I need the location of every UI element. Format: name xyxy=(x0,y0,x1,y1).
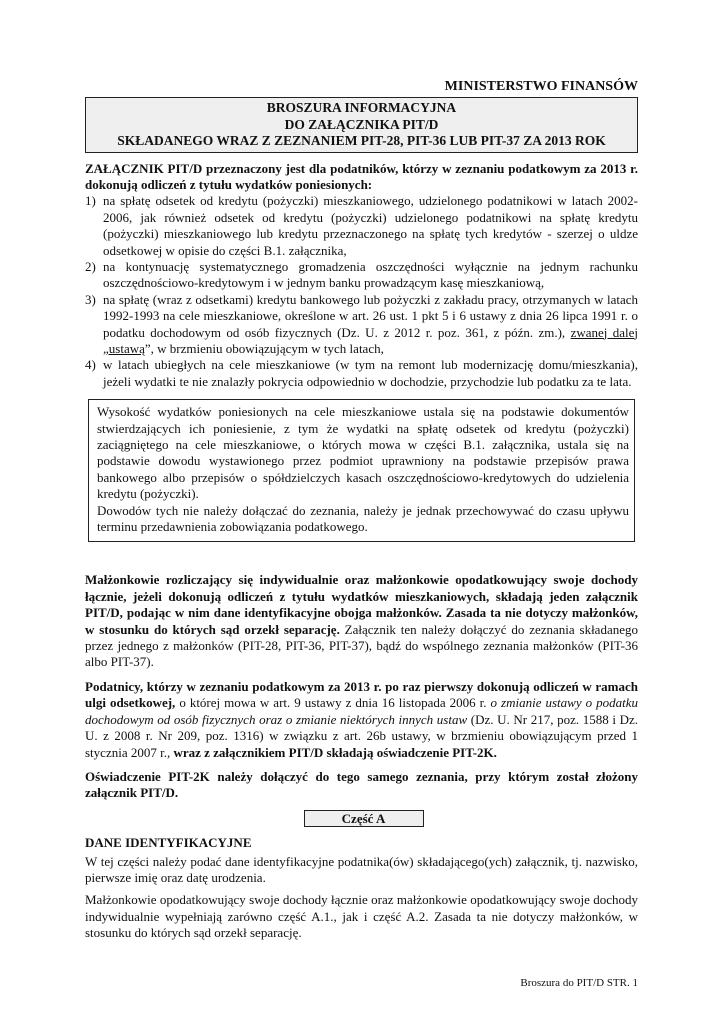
list-item-text: na kontynuację systematycznego gromadzenia oszczędności wyłącznie na jednym rachunku oszczędnościowo-kredytowym i w jednym banku prowadzącym kasę mieszkaniową, xyxy=(103,258,638,291)
declaration-paragraph: Oświadczenie PIT-2K należy dołączyć do tego samego zeznania, przy którym został złożony załącznik PIT/D. xyxy=(85,768,638,801)
section-paragraph-1: W tej części należy podać dane identyfikacyjne podatnika(ów) składającego(ych) załącznik, tj. nazwisko, pierwsze imię oraz datę urodzenia. xyxy=(85,853,638,885)
title-line-2: DO ZAŁĄCZNIKA PIT/D xyxy=(284,116,439,132)
note-paragraph-2: Dowodów tych nie należy dołączać do zeznania, należy je jednak przechowywać do czasu upływu terminu przedawnienia zobowiązania podatkowego. xyxy=(97,502,629,535)
ministry-name: MINISTERSTWO FINANSÓW xyxy=(444,79,638,94)
first-time-text: o której mowa w art. 9 ustawy z dnia 16 listopada 2006 r. xyxy=(175,695,491,711)
list-item-number: 1) xyxy=(85,193,96,209)
act-title-italic: o zmianie ustawy o podatku dochodowym od osób fizycznych oraz o zmianie niektórych innych ustaw xyxy=(85,695,638,727)
note-paragraph-1: Wysokość wydatków poniesionych na cele mieszkaniowe ustala się na podstawie dokumentów stwierdzających ich poniesienie, z tym że wydatki na spłatę odsetek od kredytu (pożyczki) zaciągniętego na cele mieszkaniowe, o których mowa w części B.1. załącznika, ustala się na podstawie dowodu wystawionego przez podmiot uprawniony na podstawie przepisów prawa bankowego albo przepisów o spółdzielczych kasach oszczędnościowo-kredytowych do udzielenia kredytu (pożyczki). xyxy=(97,404,629,502)
first-time-text-2: (Dz. U. Nr 217, poz. 1588 i Dz. U. z 2008 r. Nr 209, poz. 1316) w związku z art. 26b ustawy, w brzmieniu obowiązującym przed 1 stycznia 2007 r., xyxy=(85,711,639,760)
spouses-bold-text: Małżonkowie rozliczający się indywidualnie oraz małżonkowie opodatkowujący swoje dochody łącznie, jeżeli dokonują odliczeń z tytułu wydatków mieszkaniowych, składają jeden załącznik PIT/D, podając w nim dane identyfikacyjne obojga małżonków. Zasada ta nie dotyczy małżonków, w stosunku do których sąd orzekł separację. xyxy=(85,572,638,637)
list-item-text-end: ”, w brzmieniu obowiązującym w tych latach, xyxy=(144,340,384,356)
document-page xyxy=(85,78,638,942)
list-item-text: na spłatę odsetek od kredytu (pożyczki) mieszkaniowego, udzielonego podatnikowi w latach 2002-2006, jak również odsetek od kredytu (pożyczki) udzielonego podatnikowi na spłatę kredytu (pożyczki) mieszkaniowego lub kredytu przeznaczonego na spłatę tych kredytów - szerzej o uldze odsetkowej w opisie do części B.1. załącznika, xyxy=(103,193,638,258)
page-footer: Broszura do PIT/D STR. 1 xyxy=(520,977,638,989)
list-item-number: 3) xyxy=(85,291,96,307)
title-box xyxy=(85,97,638,153)
section-title: DANE IDENTYFIKACYJNE xyxy=(85,835,252,851)
list-item-number: 4) xyxy=(85,357,96,373)
list-item xyxy=(85,259,638,292)
list-item-number: 2) xyxy=(85,258,96,274)
first-time-paragraph xyxy=(85,679,638,761)
first-time-bold-text: Podatnicy, którzy w zeznaniu podatkowym za 2013 r. po raz pierwszy dokonują odliczeń w ramach ulgi odsetkowej, xyxy=(85,678,638,711)
list-item xyxy=(85,193,638,259)
expense-list xyxy=(85,193,638,390)
part-label-wrap xyxy=(85,810,638,827)
title-line-3: SKŁADANEGO WRAZ Z ZEZNANIEM PIT-28, PIT-36 LUB PIT-37 ZA 2013 ROK xyxy=(117,133,606,148)
list-item-text: na spłatę (wraz z odsetkami) kredytu bankowego lub pożyczki z zakładu pracy, otrzymanych w latach 1992-1993 na cele mieszkaniowe, określone w art. 26 ust. 1 pkt 5 i 6 ustawy z dnia 26 lipca 1991 r. o podatku dochodowym od osób fizycznych (Dz. U. z 2012 r. poz. 361, z późn. zm.), xyxy=(103,291,638,340)
intro-paragraph: ZAŁĄCZNIK PIT/D przeznaczony jest dla podatników, którzy w zeznaniu podatkowym za 2013 r. dokonują odliczeń z tytułu wydatków poniesionych: xyxy=(85,160,638,192)
list-item-text: w latach ubiegłych na cele mieszkaniowe (w tym na remont lub modernizację domu/mieszkania), jeżeli wydatki te nie znalazły pokrycia odpowiednio w dochodzie, przychodzie lub podatku za te lata. xyxy=(103,357,638,389)
spouses-text: Załącznik ten należy dołączyć do zeznania składanego przez jednego z małżonków (PIT-28, PIT-36, PIT-37), bądź do wspólnego zeznania małżonków (PIT-36 albo PIT-37). xyxy=(85,621,638,670)
part-a-label: Część A xyxy=(304,810,424,827)
list-item xyxy=(85,357,638,390)
title-line-1: BROSZURA INFORMACYJNA xyxy=(266,100,457,115)
section-paragraph-2: Małżonkowie opodatkowujący swoje dochody łącznie oraz małżonkowie opodatkowujący swoje dochody indywidualnie wypełniają zarówno część A.1., jak i część A.2. Zasada ta nie dotyczy małżonków, w stosunku do których sąd orzekł separację. xyxy=(85,892,638,941)
act-reference-underlined: zwanej dalej „ustawą xyxy=(103,324,639,356)
first-time-bold-text-2: wraz z załącznikiem PIT/D składają oświadczenie PIT-2K. xyxy=(173,744,497,760)
spouses-paragraph xyxy=(85,572,638,670)
documents-note-box xyxy=(88,399,635,542)
list-item xyxy=(85,292,638,358)
